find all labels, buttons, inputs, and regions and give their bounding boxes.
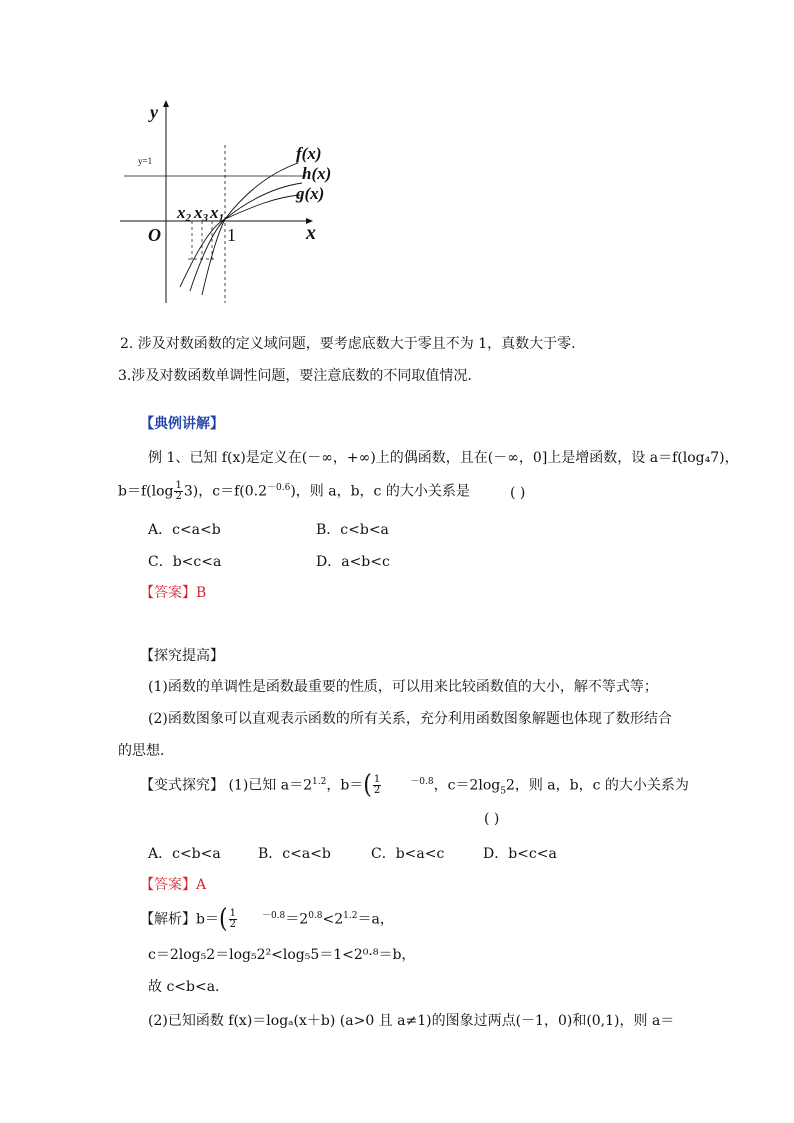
x3-label: x3 (194, 203, 208, 224)
variant-solution-2: c＝2log₅2＝log₅2²<log₅5＝1<2⁰·⁸＝b， (148, 947, 416, 963)
explore-p2a: (2)函数图象可以直观表示函数的所有关系，充分利用函数图象解题也体现了数形结合 (148, 711, 672, 727)
variant-question-1: 【变式探究】 (1)已知 $a=2^{1.2}$，b＝( $\frac{1}{2}$ $^{-0.8}$，$c=2\log_52$，则 a，b，c 的大小关系为 (140, 770, 689, 801)
example-rest: 3)，c＝f(0.2 (183, 483, 267, 500)
explore-p2b: 的思想． (118, 743, 174, 759)
variant-solution-3: 故 c<b<a. (148, 979, 220, 995)
example-option-b: B．c<b<a (316, 522, 389, 538)
example-b: b＝f(log (118, 483, 174, 500)
origin-label: O (148, 225, 161, 245)
x1-label: x1 (210, 203, 224, 224)
g-label: g(x) (296, 184, 325, 203)
example-line-2 (118, 480, 470, 502)
example-tail: )，则 a，b，c 的大小关系是 (290, 483, 470, 500)
variant-answer-value: A (196, 877, 207, 893)
log-function-graph (110, 95, 350, 310)
example-line-1: 例 1、已知 f(x)是定义在(－∞，+∞)上的偶函数，且在(－∞，0]上是增函数，设 a＝f(log₄7)， (148, 450, 739, 466)
example-option-c: C．b<c<a (148, 554, 222, 570)
variant-option-a: A．c<b<a (148, 846, 221, 862)
answer-value: B (196, 585, 207, 601)
example-exp: －0.6 (266, 483, 291, 493)
answer-label: 【答案】 (140, 585, 196, 601)
example-heading: 【典例讲解】 (140, 416, 224, 432)
one-label: 1 (227, 225, 236, 245)
note-3: 3.涉及对数函数单调性问题，要注意底数的不同取值情况. (118, 368, 472, 384)
solution-label: 【解析】 (140, 911, 196, 928)
note-2: 2. 涉及对数函数的定义域问题，要考虑底数大于零且不为 1，真数大于零. (120, 336, 576, 352)
variant-question-2: (2)已知函数 f(x)＝logₐ(x＋b) (a>0 且 a≠1)的图象过两点(－1，0)和(0,1)，则 a＝ (148, 1013, 675, 1029)
x-axis-label: x (306, 222, 316, 244)
variant-paren: ( ) (484, 811, 500, 827)
x2-label: x2 (177, 203, 191, 224)
example-option-a: A．c<a<b (148, 522, 221, 538)
y-axis-label: y (150, 102, 158, 122)
variant-solution-1: 【解析】b＝( $\frac{1}{2}$ $^{-0.8}=2^{0.8}<2^{1.2}=a$， (140, 904, 394, 935)
explore-p1: (1)函数的单调性是函数最重要的性质，可以用来比较函数值的大小，解不等式等； (148, 679, 658, 695)
example-option-d: D．a<b<c (316, 554, 390, 570)
variant-answer (140, 874, 206, 894)
example-answer-paren: ( ) (510, 485, 526, 501)
variant-heading: 【变式探究】 (140, 777, 224, 794)
variant-option-d: D．b<c<a (483, 846, 557, 862)
h-label: h(x) (302, 164, 332, 183)
variant-option-c: C．b<a<c (371, 846, 445, 862)
f-label: f(x) (296, 144, 322, 163)
y1-label: y=1 (138, 156, 153, 166)
variant-answer-label: 【答案】 (140, 877, 196, 893)
example-answer (140, 582, 206, 602)
variant-option-b: B．c<a<b (258, 846, 331, 862)
explore-heading: 【探究提高】 (140, 648, 224, 664)
fraction-half: $\frac{1}{2}$ (175, 480, 182, 503)
